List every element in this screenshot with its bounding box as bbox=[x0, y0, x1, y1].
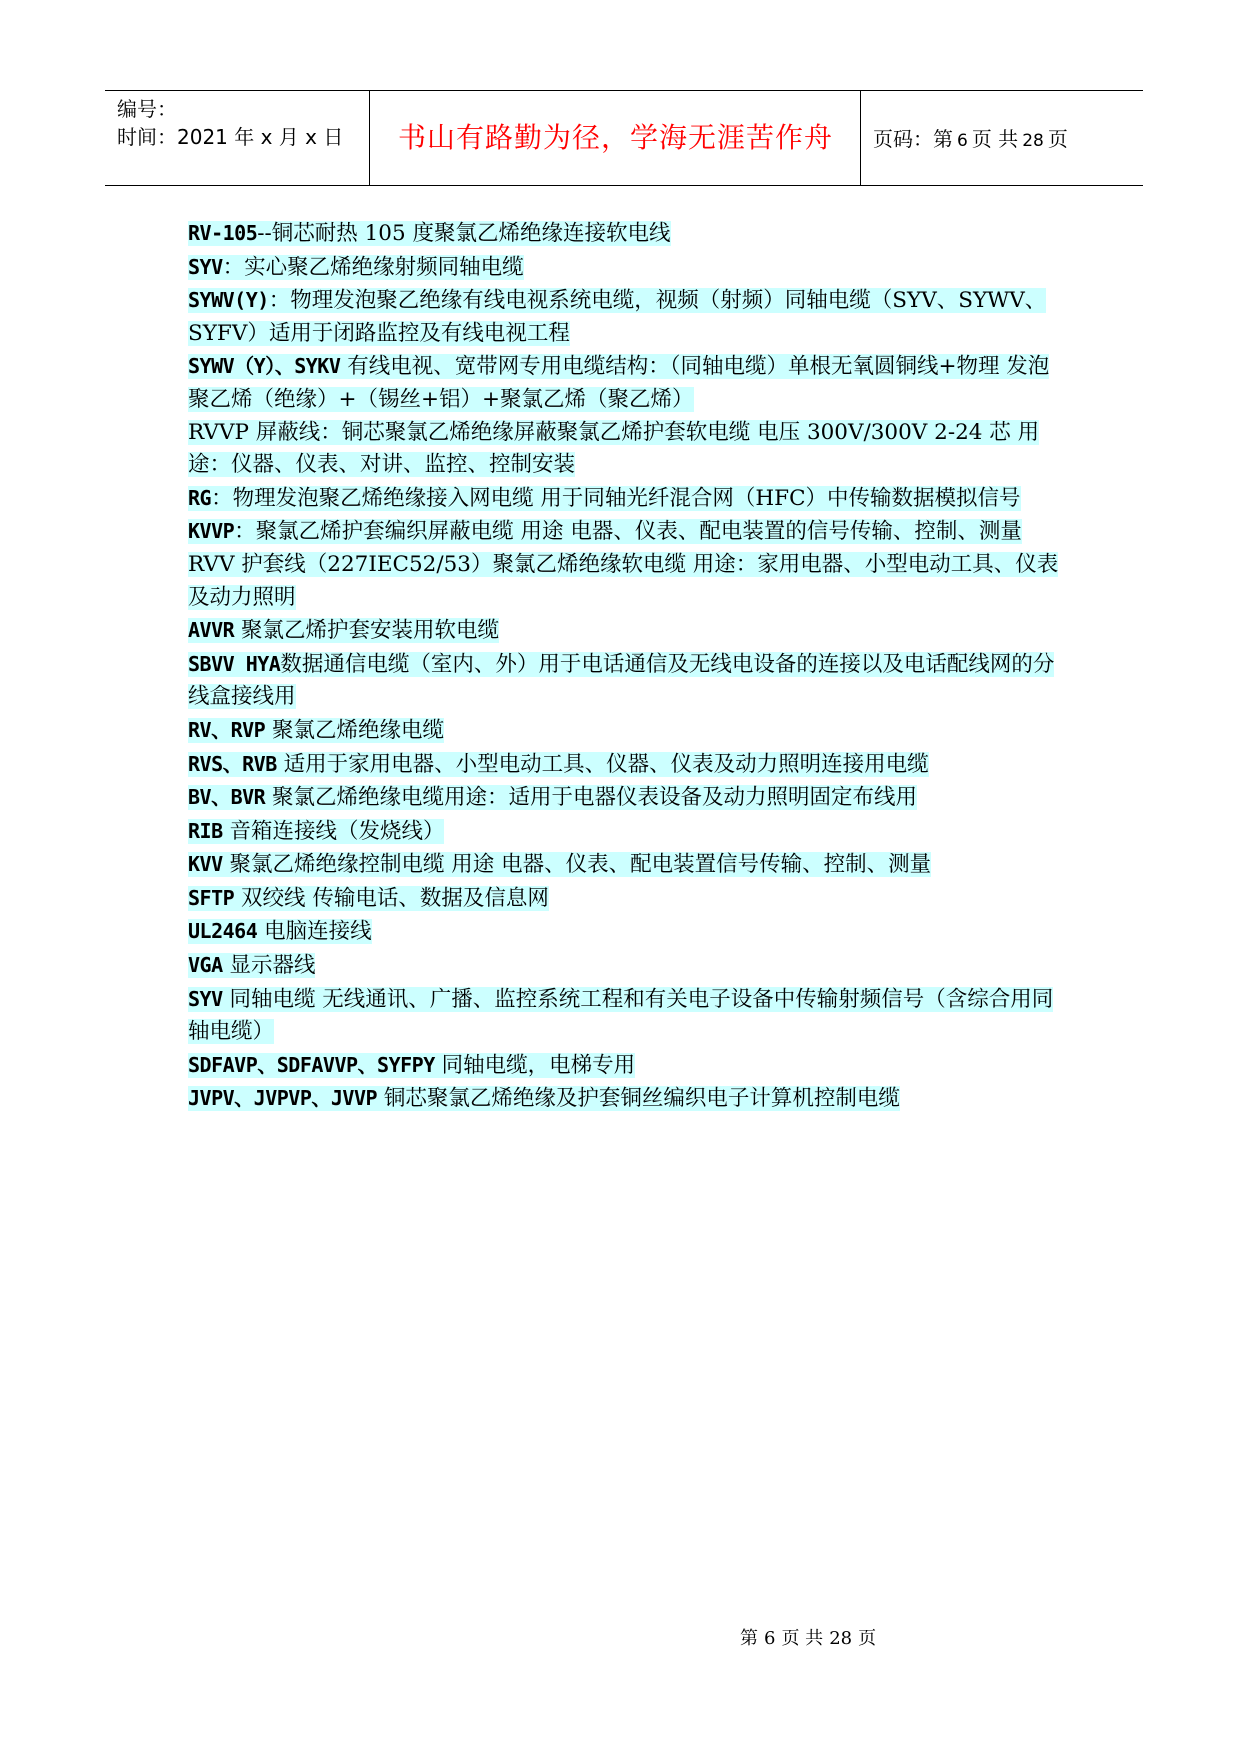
cable-description: 数据通信电缆（室内、外）用于电话通信及无线电设备的连接以及电话配线网的分线盒接线用 bbox=[188, 651, 1055, 710]
cable-code: SYWV（Y）、SYKV bbox=[188, 354, 341, 379]
cable-code: SYV bbox=[188, 986, 223, 1011]
cable-entry bbox=[188, 748, 1068, 782]
cable-entry bbox=[188, 614, 1068, 648]
entry-highlight bbox=[188, 919, 372, 944]
cable-entry bbox=[188, 882, 1068, 916]
cable-description: 电脑连接线 bbox=[257, 919, 372, 945]
entry-highlight bbox=[188, 953, 315, 978]
page-header bbox=[105, 90, 1143, 186]
cable-entry bbox=[188, 515, 1068, 549]
entry-highlight bbox=[188, 519, 1022, 544]
header-meta bbox=[117, 95, 367, 151]
cable-code: BV、BVR bbox=[188, 785, 266, 810]
document-time-label: 时间：2021 年 x 月 x 日 bbox=[117, 125, 344, 149]
entry-highlight bbox=[188, 354, 1049, 412]
cable-code: RV、RVP bbox=[188, 717, 266, 742]
header-page-indicator bbox=[873, 125, 1068, 155]
cable-code: RG bbox=[188, 485, 212, 510]
cable-description: RVVP 屏蔽线：铜芯聚氯乙烯绝缘屏蔽聚氯乙烯护套软电缆 电压 300V/300V 2-24 芯 用途：仪器、仪表、对讲、监控、控制安装 bbox=[188, 419, 1040, 478]
cable-entry bbox=[188, 251, 1068, 285]
cable-entry bbox=[188, 781, 1068, 815]
cable-entry bbox=[188, 549, 1068, 614]
cable-code: SYV bbox=[188, 254, 223, 279]
cable-description: 适用于家用电器、小型电动工具、仪器、仪表及动力照明连接用电缆 bbox=[276, 751, 929, 777]
entry-highlight bbox=[188, 718, 444, 743]
entry-highlight bbox=[188, 819, 444, 844]
header-motto: 书山有路勤为径，学海无涯苦作舟 bbox=[397, 121, 833, 154]
footer-suffix: 页 bbox=[858, 1628, 877, 1649]
header-page-number: 6 bbox=[957, 131, 968, 151]
cable-description: ：实心聚乙烯绝缘射频同轴电缆 bbox=[222, 254, 524, 280]
cable-description: 聚氯乙烯护套安装用软电缆 bbox=[234, 618, 500, 644]
footer-mid: 页 共 bbox=[781, 1628, 824, 1649]
entry-highlight bbox=[188, 288, 1046, 346]
cable-description: ：物理发泡聚乙绝缘有线电视系统电缆，视频（射频）同轴电缆（SYV、SYWV、SYFV）适用于闭路监控及有线电视工程 bbox=[188, 288, 1047, 346]
entry-highlight bbox=[188, 221, 671, 246]
entry-highlight bbox=[188, 785, 917, 810]
footer-page-total: 28 bbox=[829, 1628, 853, 1649]
cable-description: RVV 护套线（227IEC52/53）聚氯乙烯绝缘软电缆 用途：家用电器、小型电动工具、仪表及动力照明 bbox=[188, 551, 1059, 610]
cable-entry bbox=[188, 848, 1068, 882]
entry-highlight bbox=[188, 1053, 635, 1078]
cable-code: RV-105 bbox=[188, 221, 258, 245]
cable-code: RIB bbox=[188, 818, 223, 843]
entry-highlight bbox=[188, 987, 1053, 1045]
footer-page-number: 6 bbox=[764, 1628, 776, 1649]
cable-description: 双绞线 传输电话、数据及信息网 bbox=[234, 885, 549, 911]
cable-entry bbox=[188, 417, 1068, 482]
entry-highlight bbox=[188, 255, 524, 280]
entry-highlight bbox=[188, 852, 931, 877]
cable-code: AVVR bbox=[188, 618, 235, 643]
cable-entry bbox=[188, 714, 1068, 748]
cable-code: UL2464 bbox=[188, 919, 258, 944]
cable-description: 有线电视、宽带网专用电缆结构：（同轴电缆）单根无氧圆铜线+物理 发泡聚乙烯（绝缘）+（锡丝+铝）+聚氯乙烯（聚乙烯） bbox=[188, 354, 1050, 412]
cable-description: 铜芯聚氯乙烯绝缘及护套铜丝编织电子计算机控制电缆 bbox=[377, 1086, 900, 1112]
cable-code: KVVP bbox=[188, 519, 235, 544]
cable-entry bbox=[188, 217, 1068, 251]
cable-description: 同轴电缆，电梯专用 bbox=[434, 1052, 636, 1078]
cable-entry bbox=[188, 815, 1068, 849]
cable-description: ：聚氯乙烯护套编织屏蔽电缆 用途 电器、仪表、配电装置的信号传输、控制、测量 bbox=[234, 519, 1022, 545]
cable-description: --铜芯耐热 105 度聚氯乙烯绝缘连接软电线 bbox=[257, 221, 671, 246]
cable-description: 聚氯乙烯绝缘控制电缆 用途 电器、仪表、配电装置信号传输、控制、测量 bbox=[222, 852, 932, 878]
cable-code: RVS、RVB bbox=[188, 751, 277, 776]
entry-highlight bbox=[188, 552, 1058, 610]
entry-highlight bbox=[188, 752, 929, 777]
cable-entry bbox=[188, 1049, 1068, 1083]
entry-highlight bbox=[188, 486, 1021, 511]
cable-description: 显示器线 bbox=[222, 953, 316, 979]
header-divider bbox=[860, 91, 861, 185]
cable-code: SYWV(Y) bbox=[188, 288, 269, 313]
cable-code: KVV bbox=[188, 852, 223, 877]
cable-entry bbox=[188, 1082, 1068, 1116]
cable-code: SDFAVP、SDFAVVP、SYFPY bbox=[188, 1052, 435, 1077]
header-divider bbox=[369, 91, 370, 185]
cable-description: 同轴电缆 无线通讯、广播、监控系统工程和有关电子设备中传输射频信号（含综合用同轴电缆） bbox=[188, 986, 1054, 1045]
cable-description: 音箱连接线（发烧线） bbox=[222, 818, 445, 844]
header-page-prefix: 页码：第 bbox=[873, 127, 953, 151]
cable-entry bbox=[188, 482, 1068, 516]
cable-entry bbox=[188, 284, 1068, 350]
cable-code: VGA bbox=[188, 953, 223, 978]
document-number-label: 编号： bbox=[117, 97, 177, 121]
entry-highlight bbox=[188, 886, 549, 911]
entry-highlight bbox=[188, 652, 1054, 710]
cable-description: 聚氯乙烯绝缘电缆 bbox=[265, 717, 445, 743]
cable-entry bbox=[188, 915, 1068, 949]
footer-prefix: 第 bbox=[740, 1628, 758, 1649]
page-footer bbox=[0, 1627, 1241, 1651]
entry-highlight bbox=[188, 420, 1039, 478]
cable-entry bbox=[188, 983, 1068, 1049]
entry-highlight bbox=[188, 1086, 900, 1111]
cable-entry bbox=[188, 648, 1068, 714]
header-page-suffix: 页 bbox=[1047, 127, 1068, 151]
cable-code: SFTP bbox=[188, 885, 235, 910]
cable-code: JVPV、JVPVP、JVVP bbox=[188, 1086, 378, 1111]
cable-entry bbox=[188, 350, 1068, 416]
cable-code: SBVV HYA bbox=[188, 651, 281, 676]
header-page-mid: 页 共 bbox=[971, 127, 1019, 151]
cable-description: ：物理发泡聚乙烯绝缘接入网电缆 用于同轴光纤混合网（HFC）中传输数据模拟信号 bbox=[211, 485, 1021, 511]
entry-highlight bbox=[188, 618, 499, 643]
header-page-total: 28 bbox=[1022, 131, 1044, 151]
document-body bbox=[188, 217, 1068, 1116]
cable-description: 聚氯乙烯绝缘电缆用途：适用于电器仪表设备及动力照明固定布线用 bbox=[265, 785, 918, 811]
cable-entry bbox=[188, 949, 1068, 983]
